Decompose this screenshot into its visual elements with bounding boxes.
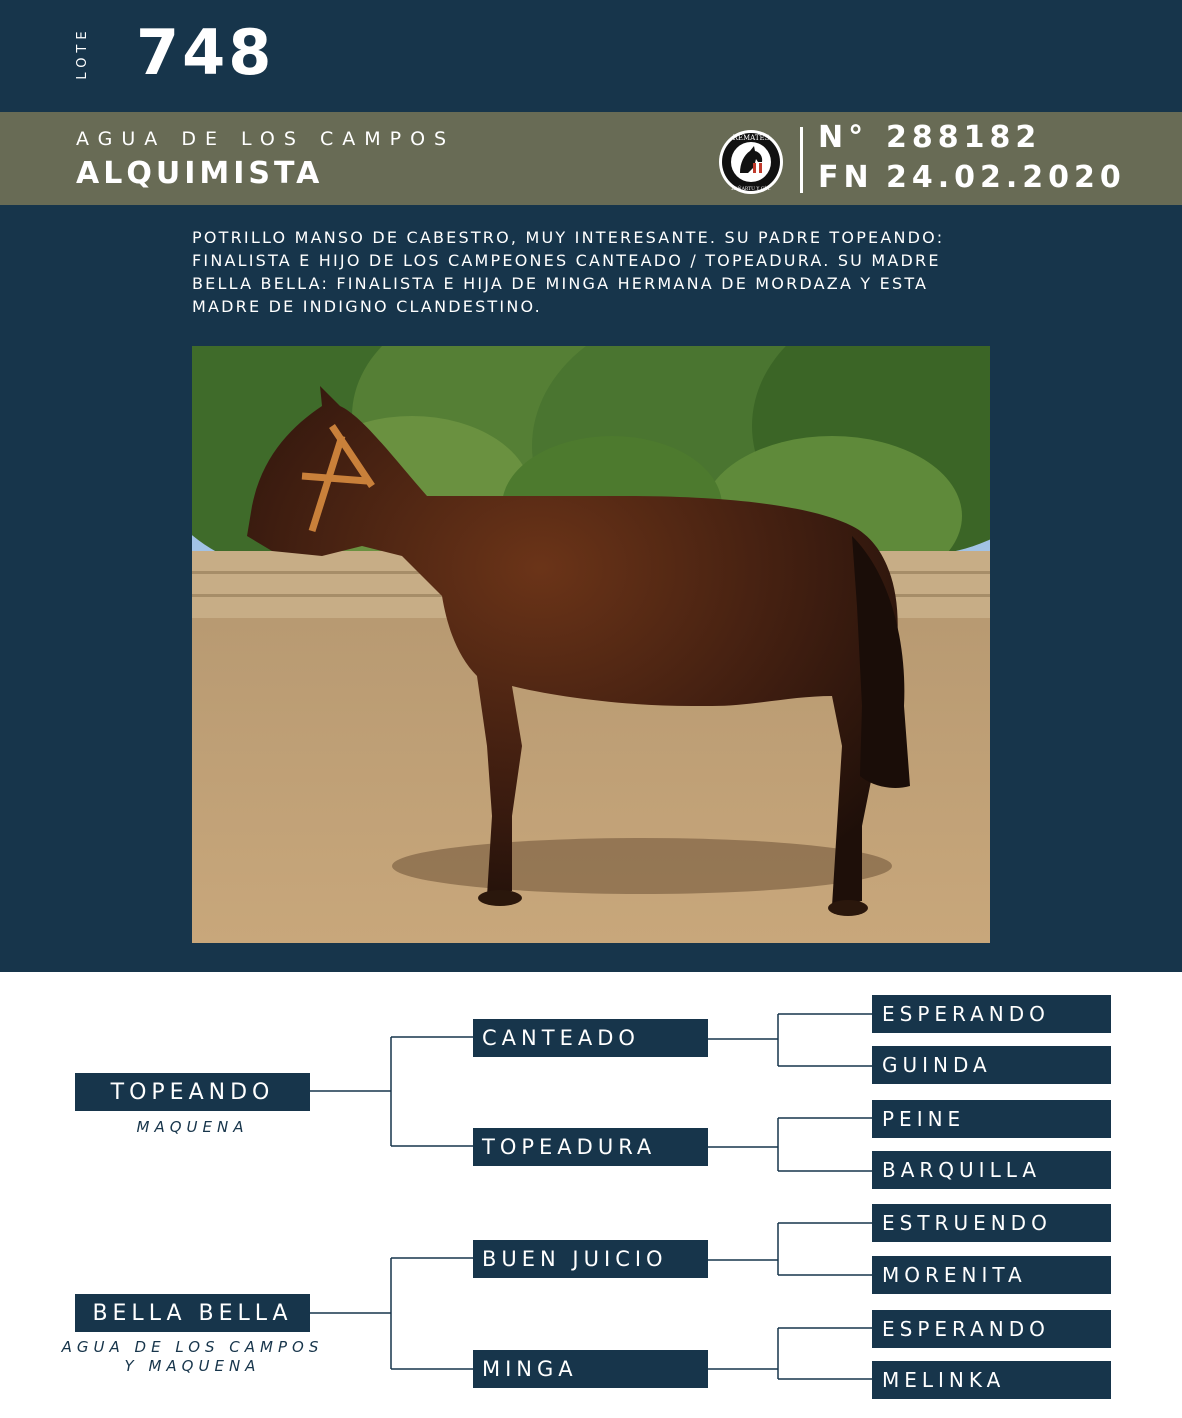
birth-date-line <box>818 160 1126 195</box>
horse-photo <box>192 346 990 943</box>
birth-date-label: FN <box>818 160 874 195</box>
grandparent-box: BUEN JUICIO <box>473 1240 708 1278</box>
great-grandparent-box: PEINE <box>872 1100 1111 1138</box>
sire-box: TOPEANDO <box>75 1073 310 1111</box>
great-grandparent-box: MELINKA <box>872 1361 1111 1399</box>
breeder-name: AGUA DE LOS CAMPOS <box>76 128 456 150</box>
dam-box: BELLA BELLA <box>75 1294 310 1332</box>
birth-date: 24.02.2020 <box>886 160 1126 195</box>
dam-breeder-line1: AGUA DE LOS CAMPOS <box>61 1338 324 1356</box>
registration-number: 288182 <box>886 120 1042 155</box>
great-grandparent-box: ESTRUENDO <box>872 1204 1111 1242</box>
great-grandparent-box: BARQUILLA <box>872 1151 1111 1189</box>
lote-number: 748 <box>136 16 275 89</box>
great-grandparent-box: ESPERANDO <box>872 995 1111 1033</box>
lote-label: LOTE <box>74 26 90 80</box>
sire-breeder: MAQUENA <box>136 1118 249 1136</box>
description: POTRILLO MANSO DE CABESTRO, MUY INTERESANTE. SU PADRE TOPEANDO: FINALISTA E HIJO DE LOS CAMPEONES CANTEADO / TOPEADURA. SU MADRE BELLA BELLA: FINALISTA E HIJA DE MINGA HERMANA DE MORDAZA Y ESTA MADRE DE INDIGNO CLANDESTINO. <box>192 228 945 316</box>
great-grandparent-box: GUINDA <box>872 1046 1111 1084</box>
registration-line <box>818 120 1041 155</box>
logo-text-bottom: ZAÑARTU Y CÍA. <box>731 187 771 192</box>
grandparent-box: TOPEADURA <box>473 1128 708 1166</box>
header-divider <box>800 127 803 193</box>
dam-breeder-line2: Y MAQUENA <box>124 1357 261 1375</box>
great-grandparent-box: ESPERANDO <box>872 1310 1111 1348</box>
logo-text-top: REMATES <box>732 134 770 142</box>
registration-label: N° <box>818 120 869 155</box>
great-grandparent-box: MORENITA <box>872 1256 1111 1294</box>
remates-logo <box>718 129 784 195</box>
horse-name: ALQUIMISTA <box>76 156 324 191</box>
grandparent-box: CANTEADO <box>473 1019 708 1057</box>
grandparent-box: MINGA <box>473 1350 708 1388</box>
